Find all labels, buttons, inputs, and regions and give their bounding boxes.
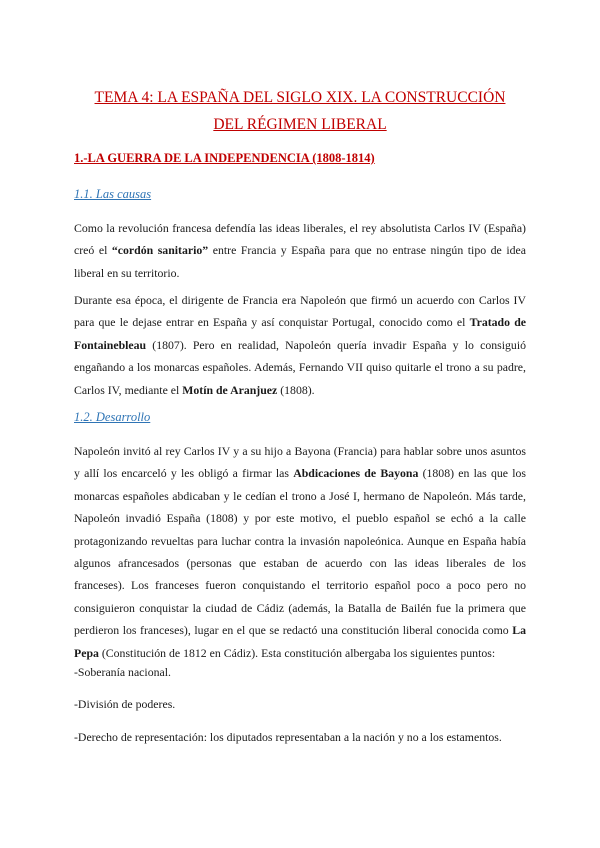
subheading-causas: 1.1. Las causas [74,187,152,201]
paragraph-causas-1: Como la revolución francesa defendía las ideas liberales, el rey absolutista Carlos IV (España) creó el “cordón sanitario” entre Francia y España para que no entrase ningún tipo de idea liberal en su territorio. [74,221,526,280]
bold-cordon-sanitario: “cordón sanitario” [111,243,209,258]
document-title [60,84,540,138]
paragraph-causas-2: Durante esa época, el dirigente de Francia era Napoleón que firmó un acuerdo con Carlos IV para que le dejase entrar en España y así conquistar Portugal, conocido como el Tratado de Fontainebleau (1807). Pero en realidad, Napoleón quería invadir España y lo consiguió engañando a los monarcas españoles. Además, Fernando VII quiso quitarle el trono a su padre, Carlos IV, mediante el Motín de Aranjuez (1808). [74,293,526,397]
subheading-desarrollo: 1.2. Desarrollo [74,410,151,424]
bold-motin-aranjuez: Motín de Aranjuez [182,382,278,397]
bold-abdicaciones-bayona: Abdicaciones de Bayona [293,466,419,481]
list-item-derecho-representacion: -Derecho de representación: los diputados representaban a la nación y no a los estamentos. [74,730,502,744]
paragraph-desarrollo-1: Napoleón invitó al rey Carlos IV y a su hijo a Bayona (Francia) para hablar sobre unos asuntos y allí los encarceló y les obligó a firmar las Abdicaciones de Bayona (1808) en las que los monarcas españoles abdicaban y le cedían el trono a José I, hermano de Napoleón. Más tarde, Napoleón invadió España (1808) y por este motivo, el pueblo español se echó a la calle protagonizando revueltas para luchar contra la invasión napoleónica. Aunque en España había algunos afrancesados (personas que estaban de acuerdo con las ideas liberales de los franceses). Los franceses fueron conquistando el territorio español poco a poco pero no consiguieron conquistar la ciudad de Cádiz (además, la Batalla de Bailén fue la primera que perdieron los franceses), lugar en el que se redactó una constitución liberal conocida como La Pepa (Constitución de 1812 en Cádiz). Esta constitución albergaba los siguientes puntos: [74,444,526,660]
list-item-division-poderes: -División de poderes. [74,697,176,711]
title-line-1: TEMA 4: LA ESPAÑA DEL SIGLO XIX. LA CONSTRUCCIÓN [94,89,506,106]
list-item-soberania: -Soberanía nacional. [74,665,171,679]
section-heading-guerra-independencia: 1.-LA GUERRA DE LA INDEPENDENCIA (1808-1814) [74,151,375,165]
title-line-2: DEL RÉGIMEN LIBERAL [213,116,387,133]
bold-la-pepa: La Pepa [74,623,526,660]
bold-tratado-fontainebleau: Tratado de Fontainebleau [74,315,526,352]
